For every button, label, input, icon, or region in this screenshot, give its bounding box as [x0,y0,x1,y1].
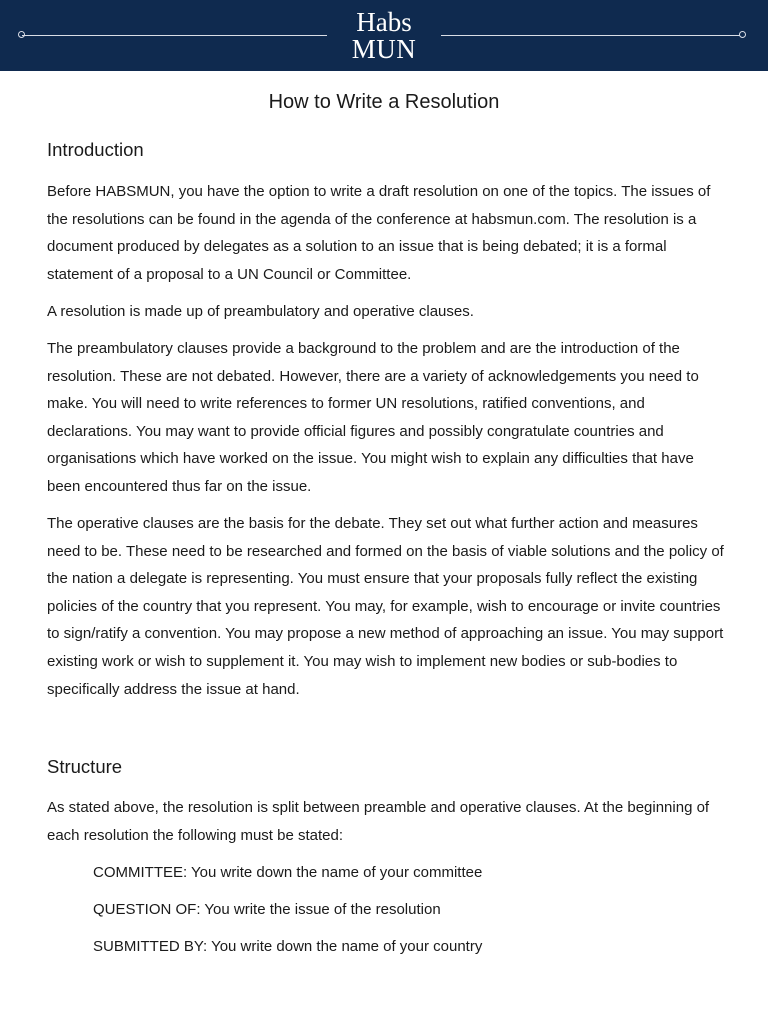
intro-paragraph-3: The preambulatory clauses provide a background to the problem and are the introduction of the resolution. These are not debated. However, there are a variety of acknowledgements you need to make. You will need to write references to former UN resolutions, ratified conventions, and declarations. You may want to provide official figures and possibly congratulate countries and organisations which have worked on the issue. You might wish to explain any difficulties that have been encountered thus far on the issue. [47,340,699,495]
structure-item-question-of: QUESTION OF: You write the issue of the resolution [93,901,441,918]
structure-item-submitted-by: SUBMITTED BY: You write down the name of your country [93,938,483,955]
ornament-dot-right [739,31,746,38]
intro-paragraph-1: Before HABSMUN, you have the option to write a draft resolution on one of the topics. The issues of the resolutions can be found in the agenda of the conference at habsmun.com. The resolution is a document produced by delegates as a solution to an issue that is being debated; it is a formal statement of a proposal to a UN Council or Committee. [47,183,711,283]
ornament-rule-right [441,35,743,36]
habsmun-logo [330,9,438,62]
header-banner [0,0,768,71]
structure-paragraph: As stated above, the resolution is split between preamble and operative clauses. At the beginning of each resolution the following must be stated: [47,799,710,844]
page-title: How to Write a Resolution [268,91,500,113]
ornament-rule-left [22,35,327,36]
structure-item-committee: COMMITTEE: You write down the name of your committee [93,864,483,881]
intro-paragraph-2: A resolution is made up of preambulatory and operative clauses. [47,303,474,320]
logo-line-2: MUN [351,34,417,64]
intro-paragraph-4: The operative clauses are the basis for the debate. They set out what further action and measures need to be. These need to be researched and formed on the basis of viable solutions and the policy of the nation a delegate is representing. You must ensure that your proposals fully reflect the existing policies of the country that you represent. You may, for example, wish to encourage or invite countries to sign/ratify a convention. You may propose a new method of approaching an issue. You may support existing work or wish to supplement it. You may wish to implement new bodies or sub-bodies to specifically address the issue at hand. [47,515,724,698]
structure-heading: Structure [47,756,123,777]
introduction-heading: Introduction [47,139,144,160]
logo-line-1: Habs [356,7,412,37]
